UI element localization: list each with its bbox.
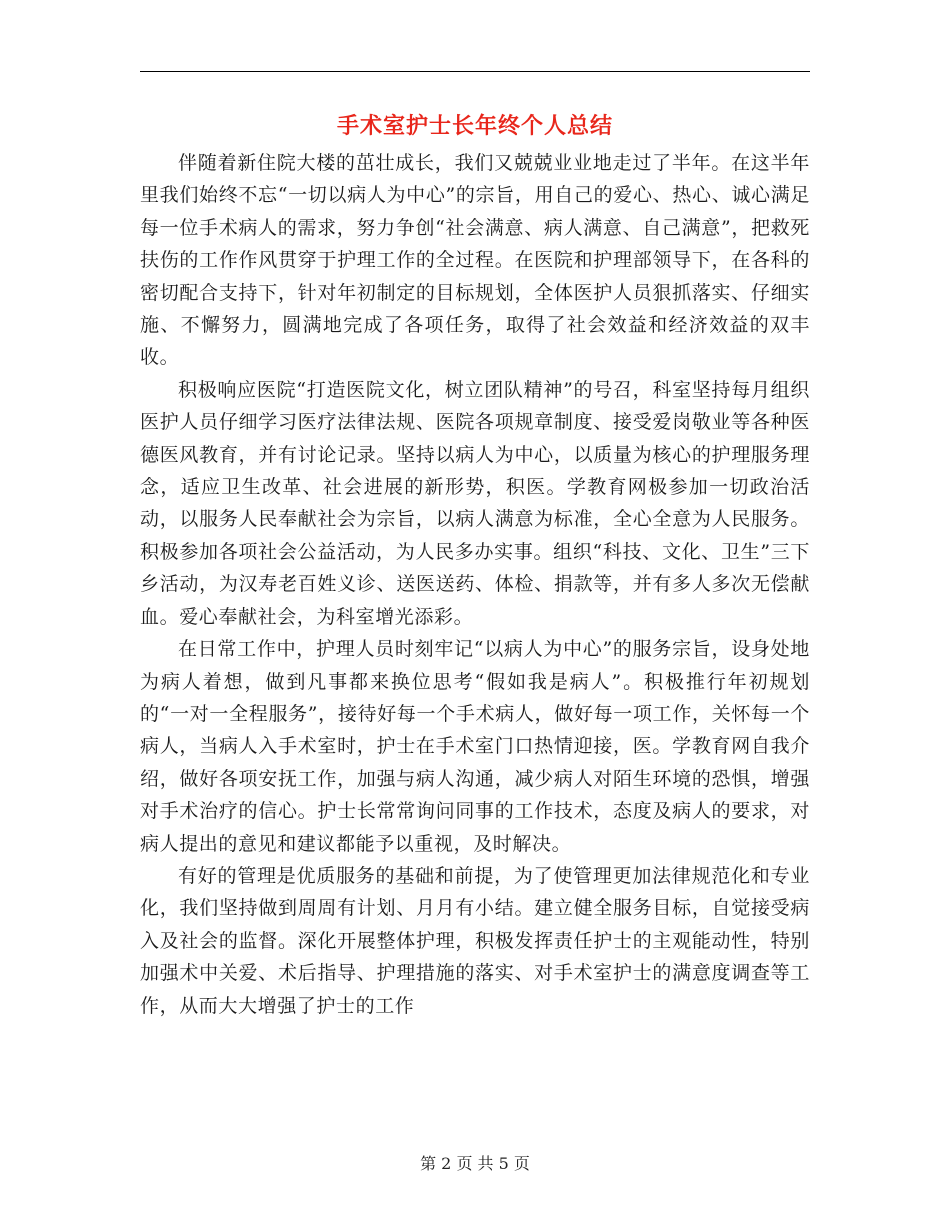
paragraph-4: 有好的管理是优质服务的基础和前提，为了使管理更加法律规范化和专业化，我们坚持做到周周有计划、月月有小结。建立健全服务目标，自觉接受病入及社会的监督。深化开展整体护理，积极发挥责任护士的主观能动性，特别加强术中关爱、术后指导、护理措施的落实、对手术室护士的满意度调查等工作，从而大大增强了护士的工作 bbox=[140, 864, 810, 1017]
paragraph-1: 伴随着新住院大楼的茁壮成长，我们又兢兢业业地走过了半年。在这半年里我们始终不忘“一切以病人为中心”的宗旨，用自己的爱心、热心、诚心满足每一位手术病人的需求，努力争创“社会满意、病人满意、自己满意”，把救死扶伤的工作作风贯穿于护理工作的全过程。在医院和护理部领导下，在各科的密切配合支持下，针对年初制定的目标规划，全体医护人员狠抓落实、仔细实施、不懈努力，圆满地完成了各项任务，取得了社会效益和经济效益的双丰收。 bbox=[140, 152, 810, 369]
header-rule bbox=[140, 71, 810, 72]
paragraph-3: 在日常工作中，护理人员时刻牢记“以病人为中心”的服务宗旨，设身处地为病人着想，做到凡事都来换位思考“假如我是病人”。积极推行年初规划的“一对一全程服务”，接待好每一个手术病人，做好每一项工作，关怀每一个病人，当病人入手术室时，护士在手术室门口热情迎接，医。学教育网自我介绍，做好各项安抚工作，加强与病人沟通，减少病人对陌生环境的恐惧，增强对手术治疗的信心。护士长常常询问同事的工作技术，态度及病人的要求，对病人提出的意见和建议都能予以重视，及时解决。 bbox=[140, 638, 810, 855]
document-title: 手术室护士长年终个人总结 bbox=[336, 113, 613, 139]
paragraph-2: 积极响应医院“打造医院文化，树立团队精神”的号召，科室坚持每月组织医护人员仔细学习医疗法律法规、医院各项规章制度、接受爱岗敬业等各种医德医风教育，并有讨论记录。坚持以病人为中心，以质量为核心的护理服务理念，适应卫生改革、社会进展的新形势，积医。学教育网极参加一切政治活动，以服务人民奉献社会为宗旨，以病人满意为标准，全心全意为人民服务。积极参加各项社会公益活动，为人民多办实事。组织“科技、文化、卫生”三下乡活动，为汉寿老百姓义诊、送医送药、体检、捐款等，并有多人多次无偿献血。爱心奉献社会，为科室增光添彩。 bbox=[140, 378, 810, 628]
page-number-footer: 第 2 页 共 5 页 bbox=[420, 1154, 530, 1173]
document-body bbox=[140, 147, 810, 1022]
